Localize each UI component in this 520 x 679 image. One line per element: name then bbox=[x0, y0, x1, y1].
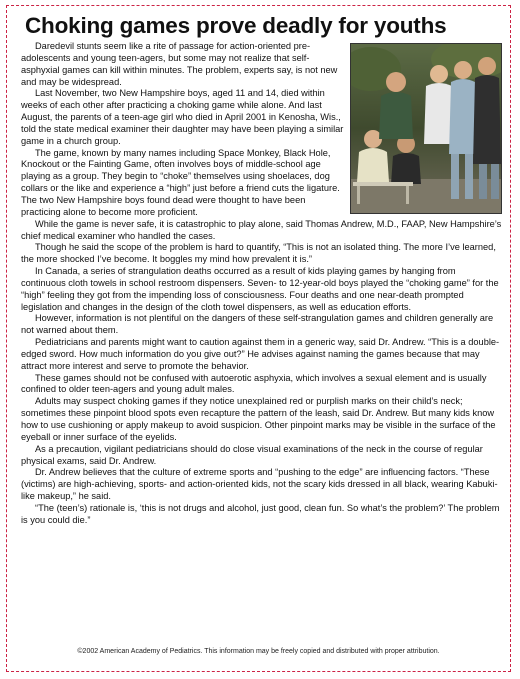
article-page bbox=[6, 5, 511, 672]
paragraph: Daredevil stunts seem like a rite of passage for action-oriented pre-adolescents and young teen-agers, but some may not realize that self-asphyxial games can kill within minutes. The problem, experts say, is not new and may be widespread. bbox=[21, 41, 338, 87]
paragraph: “The (teen’s) rationale is, ‘this is not drugs and alcohol, just good, clean fun. So what’s the problem?’ The problem is you could die.” bbox=[21, 502, 500, 525]
article-body bbox=[21, 41, 502, 527]
article-photo bbox=[350, 43, 502, 214]
paragraph: Dr. Andrew believes that the culture of extreme sports and “pushing to the edge” are influencing factors. “These (victims) are high-achieving, sports- and action-oriented kids, not the scary kids dressed in all black, wearing Kabuki-like makeup,” he said. bbox=[21, 467, 498, 502]
paragraph: While the game is never safe, it is catastrophic to play alone, said Thomas Andrew, M.D., FAAP, New Hampshire’s chief medical examiner who handled the cases. bbox=[21, 218, 502, 241]
paragraph: The game, known by many names including Space Monkey, Black Hole, Knockout or the Fainting Game, often involves boys of middle-school age playing as a group. They begin to “choke” themselves using shoelaces, dog collars or the like and experience a “high” just before a friend cuts the ligature. The two New Hampshire boys found dead were thought to have been practicing alone to become more proficient. bbox=[21, 147, 340, 217]
paragraph: Pediatricians and parents might want to caution against them in a generic way, said Dr. Andrew. “This is a double-edged sword. How much information do you give out?” He advises against naming the games because that may attract more interest and serve to promote the behavior. bbox=[21, 337, 500, 371]
paragraph: Though he said the scope of the problem is hard to quantify, “This is not an isolated thing. The more I’ve learned, the more shocked I’ve become. It boggles my mind how prevalent it is.” bbox=[21, 242, 496, 265]
paragraph: As a precaution, vigilant pediatricians should do close visual examinations of the neck in the course of regular physical exams, said Dr. Andrew. bbox=[21, 443, 483, 466]
paragraph: Last November, two New Hampshire boys, aged 11 and 14, died within weeks of each other after practicing a choking game while alone. And last August, the parents of a teen-age girl who died in April 2001 in Kenosha, Wis., told the state medical examiner their daughter may have been playing a similar game in a church group. bbox=[21, 88, 344, 146]
article-title: Choking games prove deadly for youths bbox=[25, 13, 447, 38]
paragraph: However, information is not plentiful on the dangers of these self-strangulation games and children generally are not warned about them. bbox=[21, 313, 494, 336]
paragraph: These games should not be confused with autoerotic asphyxia, which involves a sexual element and is usually confined to older teen-agers and young adult males. bbox=[21, 372, 487, 395]
photo-illustration bbox=[351, 44, 501, 213]
copyright-notice: ©2002 American Academy of Pediatrics. This information may be freely copied and distributed with proper attribution. bbox=[77, 648, 440, 655]
paragraph: In Canada, a series of strangulation deaths occurred as a result of kids playing games by hanging from continuous cloth towels in school restroom dispensers. Seven- to 12-year-old boys played the “choking game” for the “high” feeling they got from the impending loss of consciousness. Four deaths and one near-death prompted legislation and changes in the design of the cloth towel dispensers, as well as education efforts. bbox=[21, 266, 499, 312]
paragraph: Adults may suspect choking games if they notice unexplained red or purplish marks on their child’s neck; sometimes these pinpoint blood spots even recapture the pattern of the leash, said Dr. Andrew. But many kids know how to use cushioning or apply makeup to avoid suspicion. Other pinpoint marks may be visible in the surface of the eyeball or inner surface of the eyelids. bbox=[21, 396, 496, 442]
